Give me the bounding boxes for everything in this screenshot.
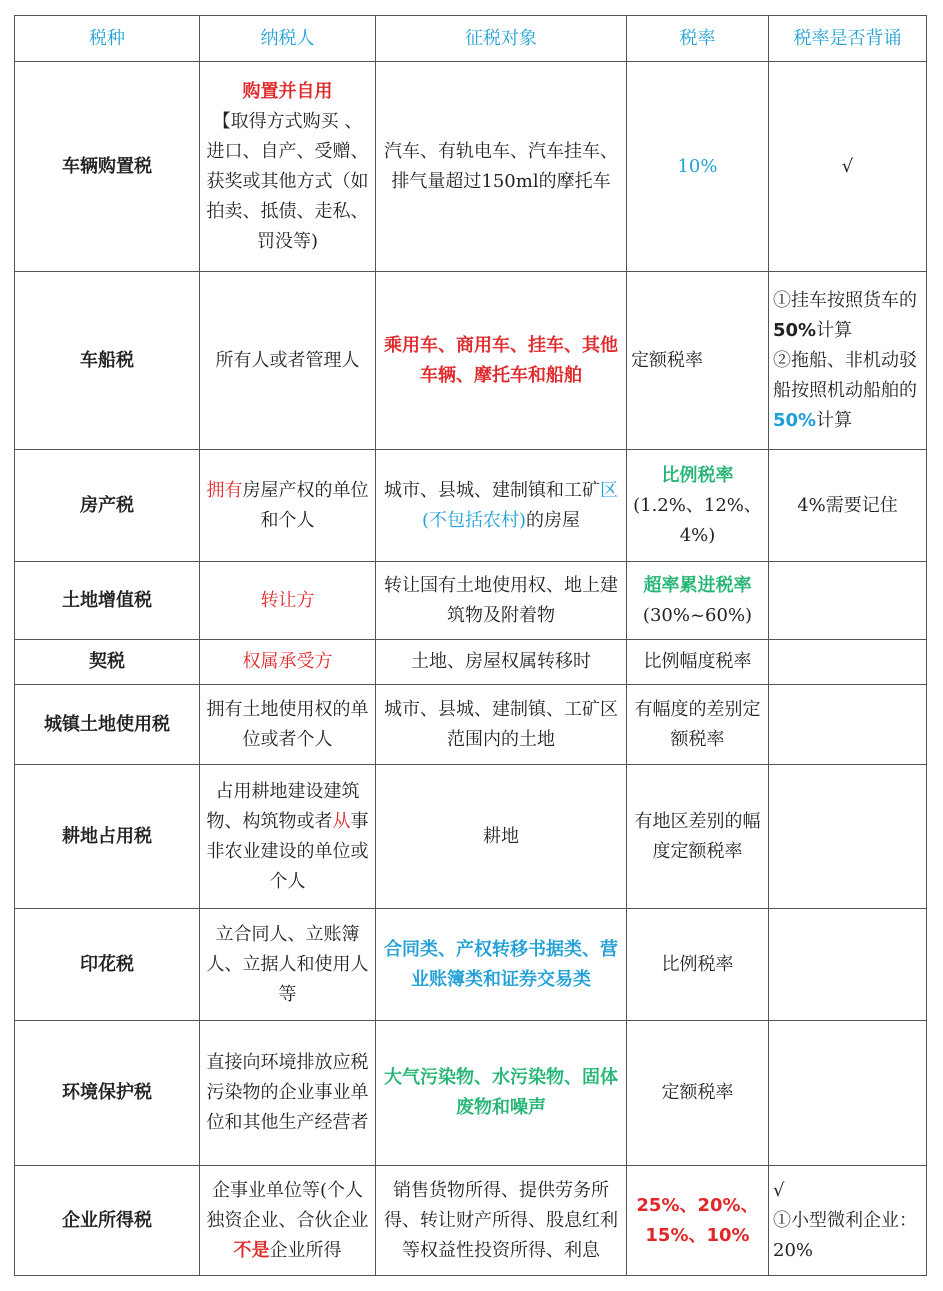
taxpayer-highlight: 拥有 — [206, 479, 243, 501]
tax-rate-cell — [627, 562, 769, 640]
tax-object-cell: 城市、县城、建制镇、工矿区范围内的土地 — [376, 685, 627, 765]
taxpayer-cell: 权属承受方 — [200, 640, 376, 685]
recite-cell — [769, 685, 927, 765]
recite-cell — [769, 272, 927, 450]
tax-name: 耕地占用税 — [15, 765, 200, 909]
recite-cell — [769, 909, 927, 1021]
taxpayer-text-a: 占用耕地建设建筑物、构筑物或者 — [206, 780, 360, 832]
table-row — [15, 1021, 927, 1166]
table-row — [15, 685, 927, 765]
tax-rate-cell: 10% — [627, 62, 769, 272]
taxpayer-cell: 拥有土地使用权的单位或者个人 — [200, 685, 376, 765]
taxpayer-cell — [200, 765, 376, 909]
tax-rate-cell: 比例幅度税率 — [627, 640, 769, 685]
taxpayer-highlight: 购置并自用 — [242, 80, 333, 102]
tax-object-cell — [376, 450, 627, 562]
tax-rate-values: (30%~60%) — [642, 604, 753, 626]
taxpayer-cell: 所有人或者管理人 — [200, 272, 376, 450]
tax-name: 房产税 — [15, 450, 200, 562]
recite-note-1-tail: 计算 — [816, 319, 853, 341]
tax-name: 车辆购置税 — [15, 62, 200, 272]
taxpayer-cell — [200, 62, 376, 272]
tax-rate-cell: 定额税率 — [627, 272, 769, 450]
tax-object-cell: 乘用车、商用车、挂车、其他车辆、摩托车和船舶 — [376, 272, 627, 450]
taxpayer-text-b: 企业所得 — [269, 1239, 342, 1261]
recite-cell — [769, 1166, 927, 1276]
taxpayer-text: 【取得方式购买 、进口、自产、受赠、获奖或其他方式（如拍卖、抵债、走私、罚没等) — [206, 110, 369, 252]
table-row — [15, 909, 927, 1021]
taxpayer-highlight: 从 — [332, 810, 351, 832]
recite-note-2 — [773, 346, 922, 436]
taxpayer-cell: 直接向环境排放应税污染物的企业事业单位和其他生产经营者 — [200, 1021, 376, 1166]
tax-rate-cell — [627, 450, 769, 562]
tax-object-highlight: 区(不包括农村) — [421, 479, 618, 531]
taxpayer-cell — [200, 450, 376, 562]
recite-cell — [769, 640, 927, 685]
recite-note-2-tail: 计算 — [816, 409, 853, 431]
tax-rate-cell: 25%、20%、15%、10% — [627, 1166, 769, 1276]
tax-rate-type: 比例税率 — [661, 464, 734, 486]
tax-rate-type: 超率累进税率 — [643, 574, 752, 596]
tax-object-cell: 土地、房屋权属转移时 — [376, 640, 627, 685]
table-row — [15, 450, 927, 562]
recite-note-1: ①小型微利企业：20% — [773, 1209, 917, 1261]
tax-object-text-a: 城市、县城、建制镇和工矿 — [384, 479, 600, 501]
header-taxpayer: 纳税人 — [200, 16, 376, 62]
recite-cell: √ — [769, 62, 927, 272]
taxpayer-cell: 转让方 — [200, 562, 376, 640]
tax-rate-cell: 有幅度的差别定额税率 — [627, 685, 769, 765]
tax-name: 印花税 — [15, 909, 200, 1021]
header-row — [15, 16, 927, 62]
tax-rate-cell: 有地区差别的幅度定额税率 — [627, 765, 769, 909]
tax-object-cell: 大气污染物、水污染物、固体废物和噪声 — [376, 1021, 627, 1166]
taxpayer-highlight: 不是 — [233, 1239, 270, 1261]
header-tax-object: 征税对象 — [376, 16, 627, 62]
table-row — [15, 640, 927, 685]
tax-rate-values: (1.2%、12%、4%) — [633, 494, 762, 546]
tax-object-text-c: 的房屋 — [526, 509, 581, 531]
table-row — [15, 1166, 927, 1276]
header-recite: 税率是否背诵 — [769, 16, 927, 62]
tax-object-cell: 转让国有土地使用权、地上建筑物及附着物 — [376, 562, 627, 640]
tax-name: 契税 — [15, 640, 200, 685]
recite-cell: 4%需要记住 — [769, 450, 927, 562]
header-tax-type: 税种 — [15, 16, 200, 62]
tax-name: 车船税 — [15, 272, 200, 450]
tax-name: 环境保护税 — [15, 1021, 200, 1166]
top-margin — [0, 0, 943, 12]
table-row — [15, 562, 927, 640]
recite-cell — [769, 1021, 927, 1166]
tax-name: 企业所得税 — [15, 1166, 200, 1276]
recite-cell — [769, 562, 927, 640]
recite-note-2-text: ②拖船、非机动驳船按照机动船舶的 — [773, 349, 917, 401]
table-row — [15, 765, 927, 909]
tax-table — [14, 15, 927, 1276]
tax-rate-cell: 定额税率 — [627, 1021, 769, 1166]
recite-cell — [769, 765, 927, 909]
header-tax-rate: 税率 — [627, 16, 769, 62]
taxpayer-text-b: 事非农业建设的单位或个人 — [206, 810, 369, 892]
recite-note-1-text: ①挂车按照货车的 — [773, 289, 917, 311]
tax-name: 城镇土地使用税 — [15, 685, 200, 765]
table-row — [15, 272, 927, 450]
tax-object-cell: 耕地 — [376, 765, 627, 909]
recite-check: √ — [773, 1179, 785, 1201]
tax-object-cell: 销售货物所得、提供劳务所得、转让财产所得、股息红利等权益性投资所得、利息 — [376, 1166, 627, 1276]
table-row — [15, 62, 927, 272]
recite-note-1 — [773, 286, 922, 346]
tax-name: 土地增值税 — [15, 562, 200, 640]
tax-object-cell: 合同类、产权转移书据类、营业账簿类和证券交易类 — [376, 909, 627, 1021]
tax-rate-cell: 比例税率 — [627, 909, 769, 1021]
taxpayer-text: 房屋产权的单位和个人 — [242, 479, 369, 531]
taxpayer-text-a: 企事业单位等(个人独资企业、合伙企业 — [206, 1179, 369, 1231]
recite-note-1-pct: 50% — [773, 319, 817, 341]
tax-object-cell: 汽车、有轨电车、汽车挂车、排气量超过150ml的摩托车 — [376, 62, 627, 272]
taxpayer-cell: 立合同人、立账簿人、立据人和使用人等 — [200, 909, 376, 1021]
taxpayer-cell — [200, 1166, 376, 1276]
recite-note-2-pct: 50% — [773, 409, 817, 431]
